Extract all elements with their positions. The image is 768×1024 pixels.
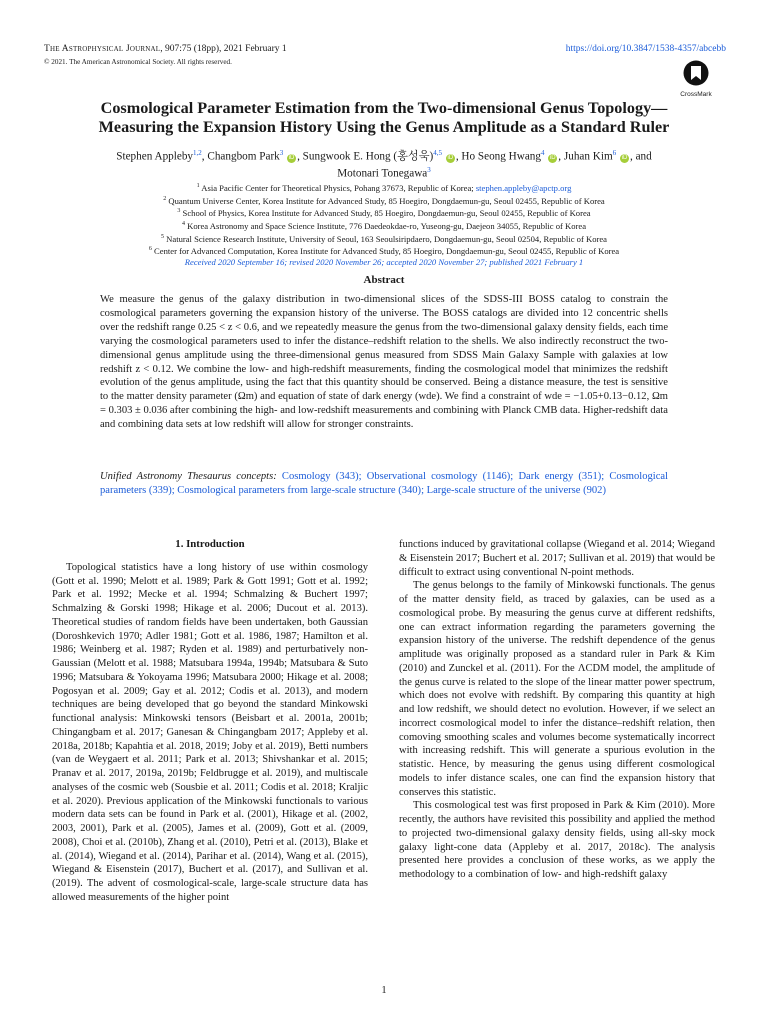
body-paragraph: functions induced by gravitational collapse (Wiegand et al. 2014; Wiegand & Eisenstein 2017; Buchert et al. 2017; Sullivan et al. 2019) that would be difficult to extract using conventional N-point methods.	[399, 539, 715, 578]
affiliation-text: Center for Advanced Computation, Korea Institute for Advanced Study, 85 Hoegiro, Dongdaemun-gu, Seoul 02455, Republic of Korea	[154, 246, 620, 257]
author-affil-sup[interactable]: 4,5	[433, 149, 443, 157]
orcid-icon[interactable]: iD	[549, 154, 556, 161]
affiliation-number: 3	[177, 208, 181, 215]
right-column	[399, 538, 715, 882]
uat-concepts-label: Unified Astronomy Thesaurus concepts:	[100, 471, 277, 482]
author-affil-sup[interactable]: 4	[540, 149, 545, 157]
affiliation	[40, 181, 728, 194]
received-dates: Received 2020 September 16; revised 2020 November 26; accepted 2020 November 27; published 2021 February 1	[184, 256, 584, 267]
author-name: Stephen Appleby	[116, 150, 194, 163]
author-affil-sup[interactable]: 1,2	[193, 149, 202, 157]
author-name: Juhan Kim	[563, 150, 613, 163]
affiliation	[40, 219, 728, 232]
title-line-2: Measuring the Expansion History Using the Genus Amplitude as a Standard Ruler	[98, 118, 670, 136]
affiliation-text: Korea Astronomy and Space Science Institute, 776 Daedeokdae-ro, Yuseong-gu, Daejeon 34055, Republic of Korea	[187, 220, 587, 231]
crossmark-badge[interactable]	[676, 60, 716, 98]
author-name: Ho Seong Hwang	[461, 150, 541, 163]
orcid-icon[interactable]: iD	[621, 154, 628, 161]
affiliation-text: School of Physics, Korea Institute for Advanced Study, 85 Hoegiro, Dongdaemun-gu, Seoul 02455, Republic of Korea	[182, 208, 591, 219]
orcid-icon[interactable]: iD	[447, 154, 454, 161]
journal-citation: , 907:75 (18pp), 2021 February 1	[160, 44, 287, 54]
author-affil-sup[interactable]: 6	[612, 149, 617, 157]
uat-concepts	[100, 470, 668, 498]
body-paragraph: This cosmological test was first proposed in Park & Kim (2010). More recently, the authors have revisited this possibility and applied the method to projected two-dimensional galaxy density fields, using all-sky mock galaxy light-cone data (Appleby et al. 2017, 2018c). The analysis presented here provides a conclusion of these works, as we apply the methodology to a combination of low- and high-redshift galaxy	[399, 800, 715, 880]
author-list: Stephen Appleby$^{1,2}$, Changbom Park$^3$ iD , Sungwook E. Hong (홍성욱)$^{4,5}$ iD , Ho Seong Hwang$^4$ iD , Juhan Kim$^6$ iD , and Motonari Tonegawa$^3$	[116, 149, 652, 180]
author-name: Changbom Park	[207, 150, 280, 163]
uat-concepts-links[interactable]: Cosmology (343); Observational cosmology (1146); Dark energy (351); Cosmological parameters (339); Cosmological parameters from large-scale structure (340); Large-scale structure of the universe (902)	[100, 471, 668, 496]
body-paragraph: The genus belongs to the family of Minkowski functionals. The genus of the matter density field, as traced by galaxies, can be used as a cosmological probe. By measuring the genus curve at different redshifts, one can extract information regarding the parameters governing the expansion history of the universe. The redshift dependence of the genus amplitude was originally proposed as a standard ruler in Park & Kim (2010) and Zunckel et al. (2011). For the ΛCDM model, the amplitude of the genus curve is related to the slope of the linear matter power spectrum, which does not evolve with redshift. By comparing this quantity at high and low redshift, we should detect no evolution. However, if we select an incorrect cosmological model to infer the distance–redshift relation, then comoving smoothing scales and volumes become systematically incorrect with increasing redshift. This will generate a spurious evolution in the statistic. Hence, by measuring the genus using different cosmological models to infer distance scales, one can find the expansion history that conserves this statistic.	[399, 580, 715, 798]
intro-paragraph-1: Topological statistics have a long history of use within cosmology (Gott et al. 1990; Melott et al. 1989; Park & Gott 1991; Gott et al. 1992; Park et al. 1992; Mecke et al. 1994; Schmalzing & Buchert 1997; Schmalzing & Gorski 1998; Hikage et al. 2006; Ducout et al. 2013). Theoretical studies of random fields have been undertaken, both Gaussian (Doroshkevich 1970; Adler 1981; Gott et al. 1986, 1987; Hamilton et al. 1986; Weinberg et al. 1987; Ryden et al. 1989) and perturbatively non-Gaussian (Melott et al. 1988; Matsubara 1994a, 1994b; Matsubara & Suto 1996; Matsubara & Yokoyama 1996; Matsubara 2000; Hikage et al. 2008; Pogosyan et al. 2009; Gay et al. 2012; Codis et al. 2013), and modern techniques are being developed that go beyond the standard Minkowski functional analysis: Minkowski tensors (Beisbart et al. 2001a, 2001b; Chingangbam et al. 2017; Ganesan & Chingangbam 2017; Appleby et al. 2018a, 2018b; Kapahtia et al. 2018, 2019; Joby et al. 2019), Betti numbers (van de Weygaert et al. 2011; Park et al. 2013; Shivshankar et al. 2015; Pranav et al. 2017, 2019a, 2019b; Feldbrugge et al. 2019), and multiscale analyses of the cosmic web (Sousbie et al. 2011; Codis et al. 2018; Kraljic et al. 2020). Previous application of the Minkowski functionals to various modern data sets can be found in Park et al. (2001), Hikage et al. (2002, 2003, 2001), Park et al. (2005), James et al. (2009), Gott et al. (2009, 2008), Choi et al. (2010b), Zhang et al. (2010), Petri et al. (2013), Blake et al. (2014), Wiegand et al. (2014), Parihar et al. (2014), Wang et al. (2015), Wiegand & Eisenstein (2017), Buchert et al. (2017), and Sullivan et al. (2019). The advent of cosmological-scale, large-scale structure data has allowed measurements of the higher point	[52, 561, 368, 903]
abstract-heading: Abstract	[363, 274, 405, 286]
affiliation-list	[40, 181, 728, 268]
affiliation	[40, 194, 728, 207]
title-line-1: Cosmological Parameter Estimation from the Two-dimensional Genus Topology—	[100, 99, 668, 117]
paper-title	[40, 99, 728, 137]
affiliation-number: 6	[148, 246, 152, 253]
affiliation-number: 2	[163, 195, 167, 202]
doi-link[interactable]: https://doi.org/10.3847/1538-4357/abcebb	[565, 44, 726, 54]
affiliation	[40, 206, 728, 219]
affiliation-text: Quantum Universe Center, Korea Institute for Advanced Study, 85 Hoegiro, Dongdaemun-gu, Seoul 02455, Republic of Korea	[168, 195, 605, 206]
affiliation-number: 5	[161, 233, 165, 240]
affiliation	[40, 232, 728, 245]
page-number: 1	[381, 985, 387, 996]
left-column	[52, 538, 368, 905]
author-affil-sup[interactable]: 3	[427, 165, 431, 174]
author-and: and	[635, 150, 652, 163]
crossmark-label: CrossMark	[680, 91, 712, 98]
affiliation-text: Asia Pacific Center for Theoretical Physics, Pohang 37673, Republic of Korea;	[201, 182, 476, 193]
abstract-text: We measure the genus of the galaxy distribution in two-dimensional slices of the SDSS-III BOSS catalog to constrain the cosmological parameters governing the expansion history of the universe. The BOSS catalogs are divided into 12 concentric shells over the redshift range 0.25 < z < 0.6, and we repeatedly measure the genus from the two-dimensional galaxy density fields, each time varying the cosmological parameters used to infer the distance–redshift relation to the shells. We also indirectly reconstruct the two-dimensional genus amplitude using the three-dimensional genus measured from SDSS Main Galaxy Sample with galaxies at low redshift z < 0.12. We combine the low- and high-redshift measurements, finding the cosmological model that minimizes the redshift evolution of the genus amplitude, using the fact that this quantity should be conserved. Being a distance measure, the test is sensitive to the matter density parameter (Ωm) and equation of state of dark energy (wde). We find a constraint of wde = −1.05+0.13−0.12, Ωm = 0.303 ± 0.036 after combining the high- and low-redshift measurements and combining with Planck CMB data. Higher-redshift data and combining data sets at low redshift will allow for stronger constraints.	[100, 294, 668, 431]
section-heading-introduction: 1. Introduction	[175, 538, 245, 550]
author-name: Motonari Tonegawa	[337, 167, 428, 180]
affiliation-text: Natural Science Research Institute, University of Seoul, 163 Seoulsiripdaero, Dongdaemun-gu, Seoul 02504, Republic of Korea	[166, 233, 607, 244]
orcid-icon[interactable]: iD	[288, 154, 295, 161]
author-affil-sup[interactable]: 3	[279, 149, 284, 157]
affiliation-number: 1	[196, 183, 200, 189]
affiliation	[40, 244, 728, 257]
copyright-notice: © 2021. The American Astronomical Society. All rights reserved.	[44, 58, 232, 66]
journal-header	[44, 44, 287, 54]
journal-name: The Astrophysical Journal	[44, 44, 161, 54]
author-name: Sungwook E. Hong (홍성욱)	[302, 150, 434, 163]
affiliation-number: 4	[181, 220, 185, 227]
email-link[interactable]: stephen.appleby@apctp.org	[475, 182, 572, 193]
crossmark-icon	[683, 60, 709, 86]
